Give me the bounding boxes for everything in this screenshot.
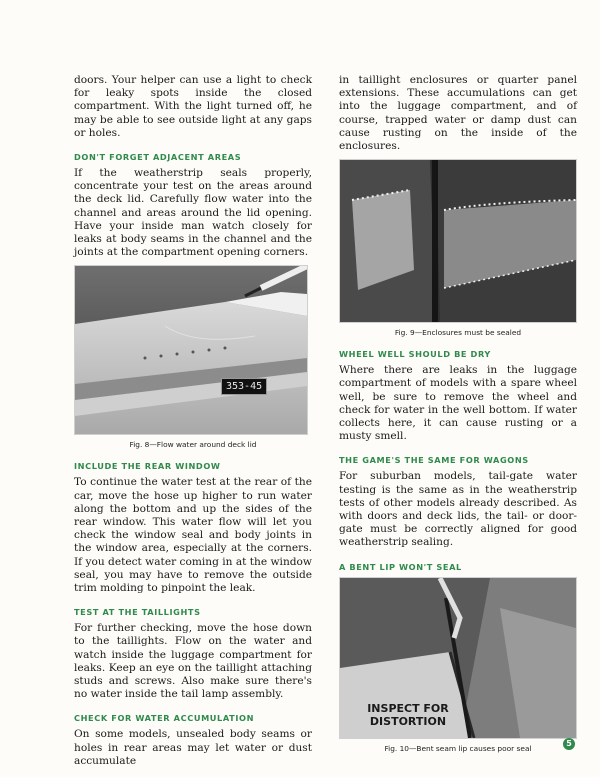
heading-bent-lip: A BENT LIP WON'T SEAL [339,561,462,572]
figure-9-caption: Fig. 9—Enclosures must be sealed [394,328,522,338]
heading-adjacent-areas: DON'T FORGET ADJACENT AREAS [74,152,242,163]
paragraph-intro-left: doors. Your helper can use a light to check for leaky spots inside the closed compartment. With the light turned off, he may be able to see outside light at any gaps or holes. [74,74,312,139]
heading-rear-window: INCLUDE THE REAR WINDOW [74,461,221,472]
figure-10 [339,577,577,753]
figure-10-caption: Fig. 10—Bent seam lip causes poor seal [384,743,532,753]
figure-8 [74,265,312,449]
paragraph-taillights: For further checking, move the hose down to the taillights. Flow on the water and watch inside the luggage compartment for leaks. Keep an eye on the taillight attaching studs and screws. Also make sure there's no water inside the tail lamp assembly. [74,622,312,701]
paragraph-wagons: For suburban models, tail-gate water testing is the same as in the weatherstrip tests of other models already described. As with doors and deck lids, the tail- or door-gate must be correctly aligned for good weatherstrip sealing. [339,470,577,549]
deck-lid-illustration [75,266,307,434]
paragraph-water-accumulation: On some models, unsealed body seams or holes in rear areas may let water or dust accumulate [74,728,312,767]
heading-wagons: THE GAME'S THE SAME FOR WAGONS [339,455,529,466]
paragraph-rear-window: To continue the water test at the rear of the car, move the hose up higher to run water along the bottom and up the sides of the rear window. This water flow will let you check the window seal and body joints in the window area, especially at the corners. If you detect water coming in at the window seal, you may have to remove the outside trim molding to pinpoint the leak. [74,476,312,595]
enclosures-illustration [340,160,576,322]
deck-lid-photo [74,265,308,435]
paragraph-adjacent-areas: If the weatherstrip seals properly, concentrate your test on the areas around the deck lid. Carefully flow water into the channel and areas around the lid opening. Have your inside man watch closely for leaks at body seams in the channel and the joints at the compartment opening corners. [74,167,312,259]
license-plate: 353-45 [221,378,267,395]
right-column [339,74,577,757]
figure-9 [339,159,577,337]
figure-8-caption: Fig. 8—Flow water around deck lid [129,440,257,450]
left-column [74,74,312,774]
heading-wheel-well: WHEEL WELL SHOULD BE DRY [339,349,491,360]
heading-taillights: TEST AT THE TAILLIGHTS [74,607,201,618]
enclosures-photo [339,159,577,323]
paragraph-intro-right: in taillight enclosures or quarter panel extensions. These accumulations can get into the luggage compartment, and of course, trapped water or damp dust can cause rusting on the inside of the enclosures. [339,74,577,153]
heading-water-accumulation: CHECK FOR WATER ACCUMULATION [74,713,255,724]
page-number-badge: 5 [563,738,575,750]
paragraph-wheel-well: Where there are leaks in the luggage compartment of models with a spare wheel well, be sure to remove the wheel and check for water in the well bottom. If water collects here, it can cause rusting or a musty smell. [339,364,577,443]
seam-lip-photo [339,577,577,739]
inspect-stamp: INSPECT FOR DISTORTION [367,701,449,728]
